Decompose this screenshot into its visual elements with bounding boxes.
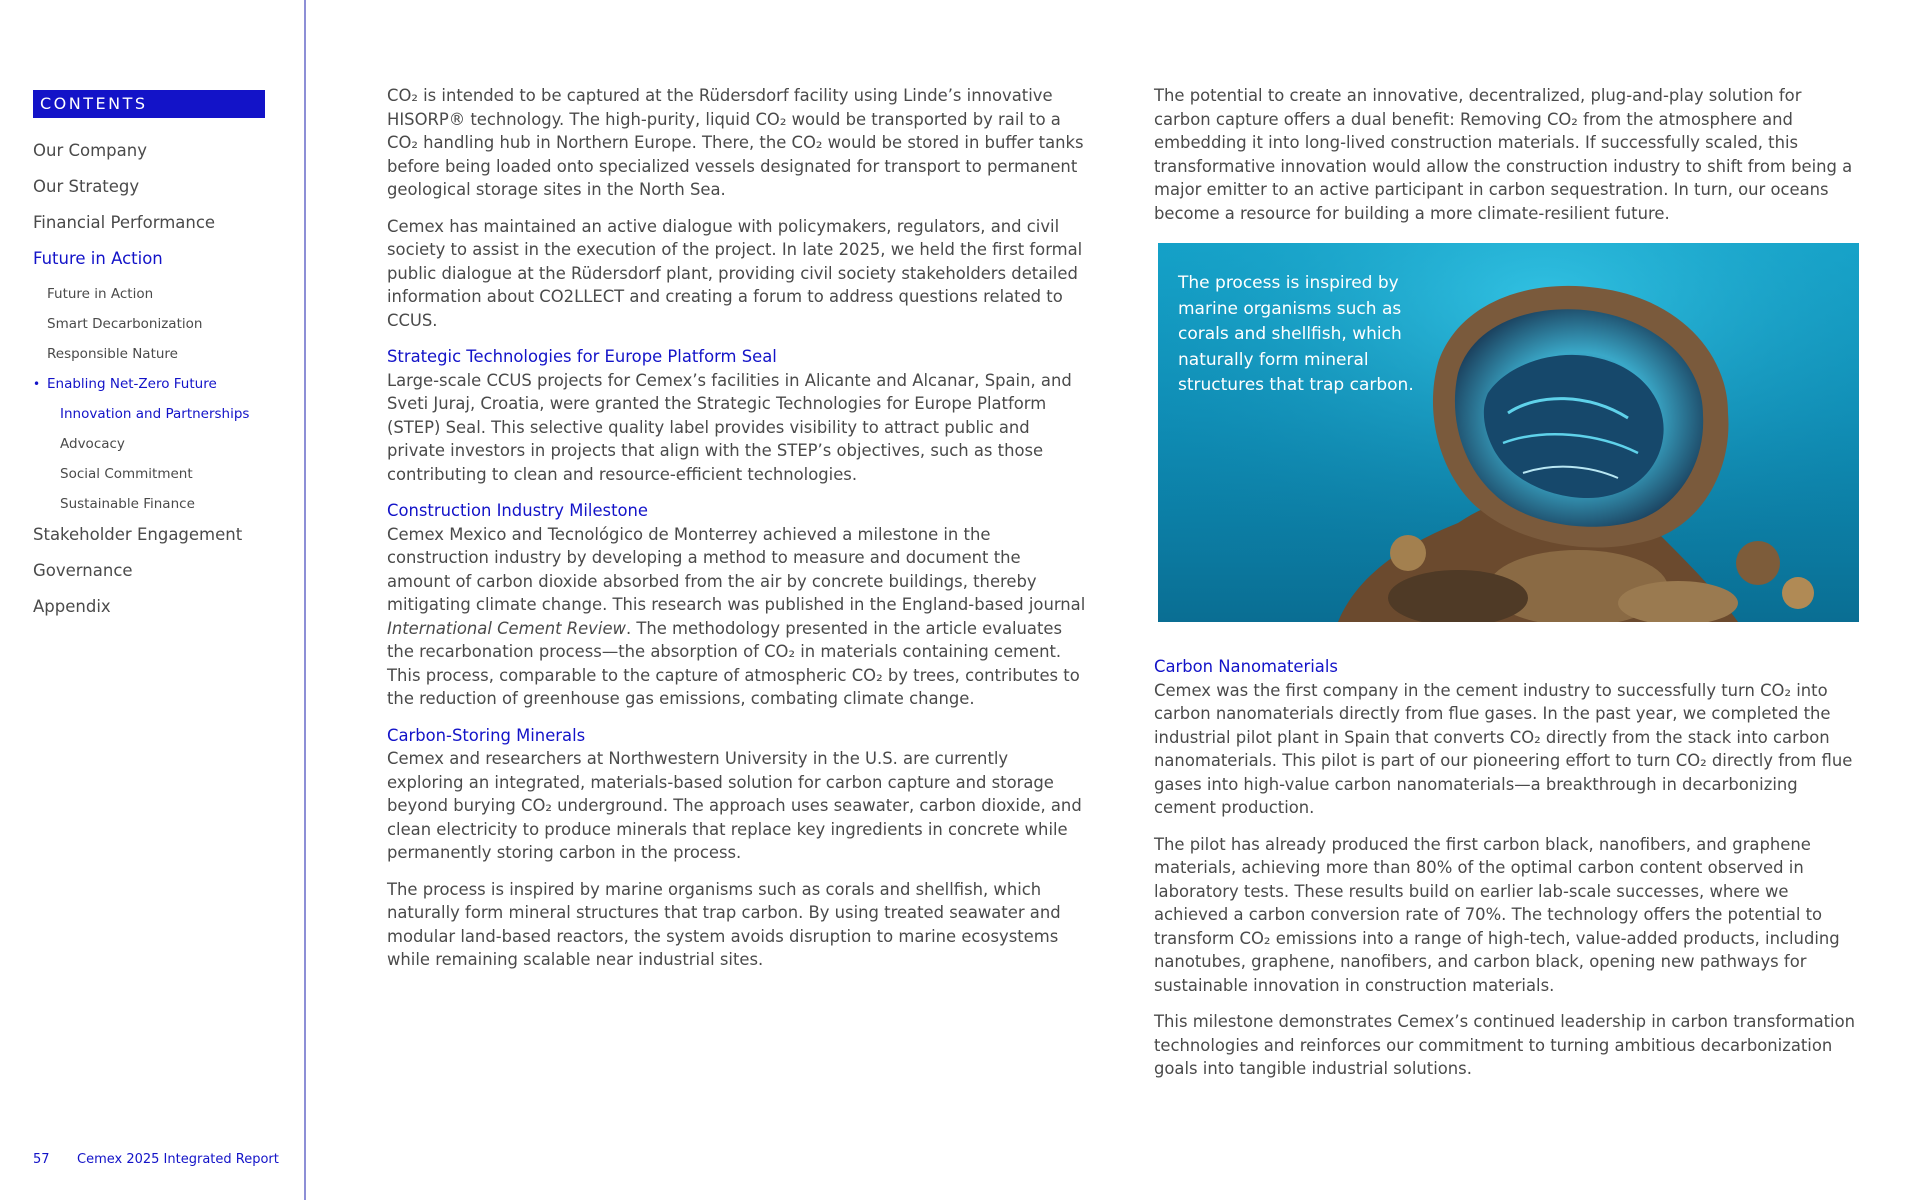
- nav-innovation-and-partnerships[interactable]: Innovation and Partnerships: [60, 406, 250, 422]
- nav-social-commitment[interactable]: Social Commitment: [60, 466, 193, 482]
- contents-header: CONTENTS: [33, 90, 265, 118]
- section-carbon-nanomaterials: [1154, 655, 1862, 820]
- contents-nav: [33, 138, 298, 630]
- giant-clam-coral-photo: [1158, 243, 1859, 622]
- paragraph-dialogue: Cemex has maintained an active dialogue with policymakers, regulators, and civil society to assist in the execution of the project. In late 2025, we held the first formal public dialogue at the Rüdersdorf plant, providing civil society stakeholders detailed information about CO2LLECT and creating a forum to address questions related to CCUS.: [387, 216, 1083, 330]
- page-number: 57: [33, 1152, 50, 1167]
- page-footer: [33, 1152, 279, 1167]
- nav-governance[interactable]: Governance: [33, 561, 133, 580]
- nav-financial-performance[interactable]: Financial Performance: [33, 213, 216, 232]
- nav-stakeholder-engagement[interactable]: Stakeholder Engagement: [33, 525, 243, 544]
- heading-construction-milestone: Construction Industry Milestone: [387, 501, 649, 520]
- paragraph-carbon-nanomaterials: Cemex was the first company in the cement industry to successfully turn CO₂ into carbon nanomaterials directly from flue gases. In the past year, we completed the industrial pilot plant in Spain that converts CO₂ directly from the stack into carbon nanomaterials. This pilot is part of our pioneering effort to turn CO₂ directly from flue gases into high-value carbon nanomaterials—a breakthrough in decarbonizing cement production.: [1154, 680, 1853, 817]
- nav-future-in-action[interactable]: Future in Action: [33, 249, 163, 268]
- section-construction-milestone: [387, 499, 1087, 711]
- section-step-seal: [387, 345, 1087, 486]
- heading-carbon-storing-minerals: Carbon-Storing Minerals: [387, 725, 586, 745]
- heading-step-seal: Strategic Technologies for Europe Platform Seal: [387, 347, 777, 366]
- milestone-text-b: . The methodology presented in the article evaluates the recarbonation process—the absorption of CO₂ in materials containing cement. This process, comparable to the capture of atmospheric CO₂ by trees, contributes to the reduction of greenhouse gas emissions, combating climate change.: [387, 618, 1080, 708]
- milestone-text-a: Cemex Mexico and Tecnológico de Monterrey achieved a milestone in the construction industry by developing a method to measure and document the amount of carbon dioxide absorbed from the air by concrete buildings, thereby mitigating climate change. This research was published in the England-based journal: [387, 524, 1086, 614]
- section-carbon-storing-minerals: [387, 724, 1087, 865]
- report-title: Cemex 2025 Integrated Report: [77, 1152, 279, 1167]
- paragraph-pilot-results: The pilot has already produced the first carbon black, nanofibers, and graphene materials, achieving more than 80% of the optimal carbon content observed in laboratory tests. These results build on earlier lab-scale successes, where we achieved a carbon conversion rate of 70%. The technology offers the potential to transform CO₂ emissions into a range of high-tech, value-added products, including nanotubes, graphene, nanofibers, and carbon black, opening new pathways for sustainable innovation in construction materials.: [1154, 834, 1840, 995]
- paragraph-carbon-storing-minerals: Cemex and researchers at Northwestern University in the U.S. are currently exploring an integrated, materials-based solution for carbon capture and storage beyond burying CO₂ underground. The approach uses seawater, carbon dioxide, and clean electricity to produce minerals that replace key ingredients in concrete while permanently storing carbon in the process.: [387, 749, 1082, 862]
- paragraph-marine-inspiration: The process is inspired by marine organisms such as corals and shellfish, which naturally form mineral structures that trap carbon. By using treated seawater and modular land-based reactors, the system avoids disruption to marine ecosystems while remaining scalable near industrial sites.: [387, 879, 1061, 969]
- paragraph-hisorp: CO₂ is intended to be captured at the Rüdersdorf facility using Linde’s innovative HISORP® technology. The high-purity, liquid CO₂ would be transported by rail to a CO₂ handling hub in Northern Europe. There, the CO₂ would be stored in buffer tanks before being loaded onto specialized vessels designated for transport to permanent geological storage sites in the North Sea.: [387, 86, 1084, 199]
- nav-advocacy[interactable]: Advocacy: [60, 436, 125, 452]
- paragraph-step-seal: Large-scale CCUS projects for Cemex’s facilities in Alicante and Alcanar, Spain, and Sveti Juraj, Croatia, were granted the Strategic Technologies for Europe Platform (STEP) Seal. This selective quality label provides visibility to attract public and private investors in projects that align with the STEP’s objectives, such as those contributing to clean and resource-efficient technologies.: [387, 370, 1072, 484]
- table-of-contents-sidebar: [0, 0, 304, 1200]
- paragraph-dual-benefit: The potential to create an innovative, decentralized, plug-and-play solution for carbon capture offers a dual benefit: Removing CO₂ from the atmosphere and embedding it into long-lived construction materials. If successfully scaled, this transformative innovation would allow the construction industry to shift from being a major emitter to an active participant in carbon sequestration. In turn, our oceans become a resource for building a more climate-resilient future.: [1154, 86, 1853, 223]
- right-text-column-lower: [1154, 655, 1862, 1094]
- active-bullet-icon: •: [33, 377, 41, 391]
- nav-smart-decarbonization[interactable]: Smart Decarbonization: [47, 316, 203, 332]
- paragraph-leadership: This milestone demonstrates Cemex’s continued leadership in carbon transformation technologies and reinforces our commitment to turning ambitious decarbonization goals into tangible industrial solutions.: [1154, 1012, 1856, 1078]
- sidebar-divider: [304, 0, 306, 1200]
- image-caption: The process is inspired by marine organisms such as corals and shellfish, which naturally form mineral structures that trap carbon.: [1178, 273, 1414, 395]
- nav-sub-future-in-action[interactable]: Future in Action: [47, 286, 154, 302]
- nav-enabling-net-zero-future[interactable]: [33, 372, 298, 402]
- left-text-column: [387, 84, 1087, 985]
- nav-appendix[interactable]: Appendix: [33, 597, 111, 616]
- nav-our-company[interactable]: Our Company: [33, 141, 147, 160]
- paragraph-construction-milestone: [387, 523, 1087, 711]
- nav-enabling-net-zero-label: Enabling Net-Zero Future: [47, 376, 217, 392]
- right-text-column: [1154, 84, 1862, 238]
- heading-carbon-nanomaterials: Carbon Nanomaterials: [1154, 657, 1338, 676]
- nav-our-strategy[interactable]: Our Strategy: [33, 177, 140, 196]
- nav-responsible-nature[interactable]: Responsible Nature: [47, 346, 178, 362]
- nav-sustainable-finance[interactable]: Sustainable Finance: [60, 496, 195, 512]
- journal-name: International Cement Review: [387, 618, 626, 638]
